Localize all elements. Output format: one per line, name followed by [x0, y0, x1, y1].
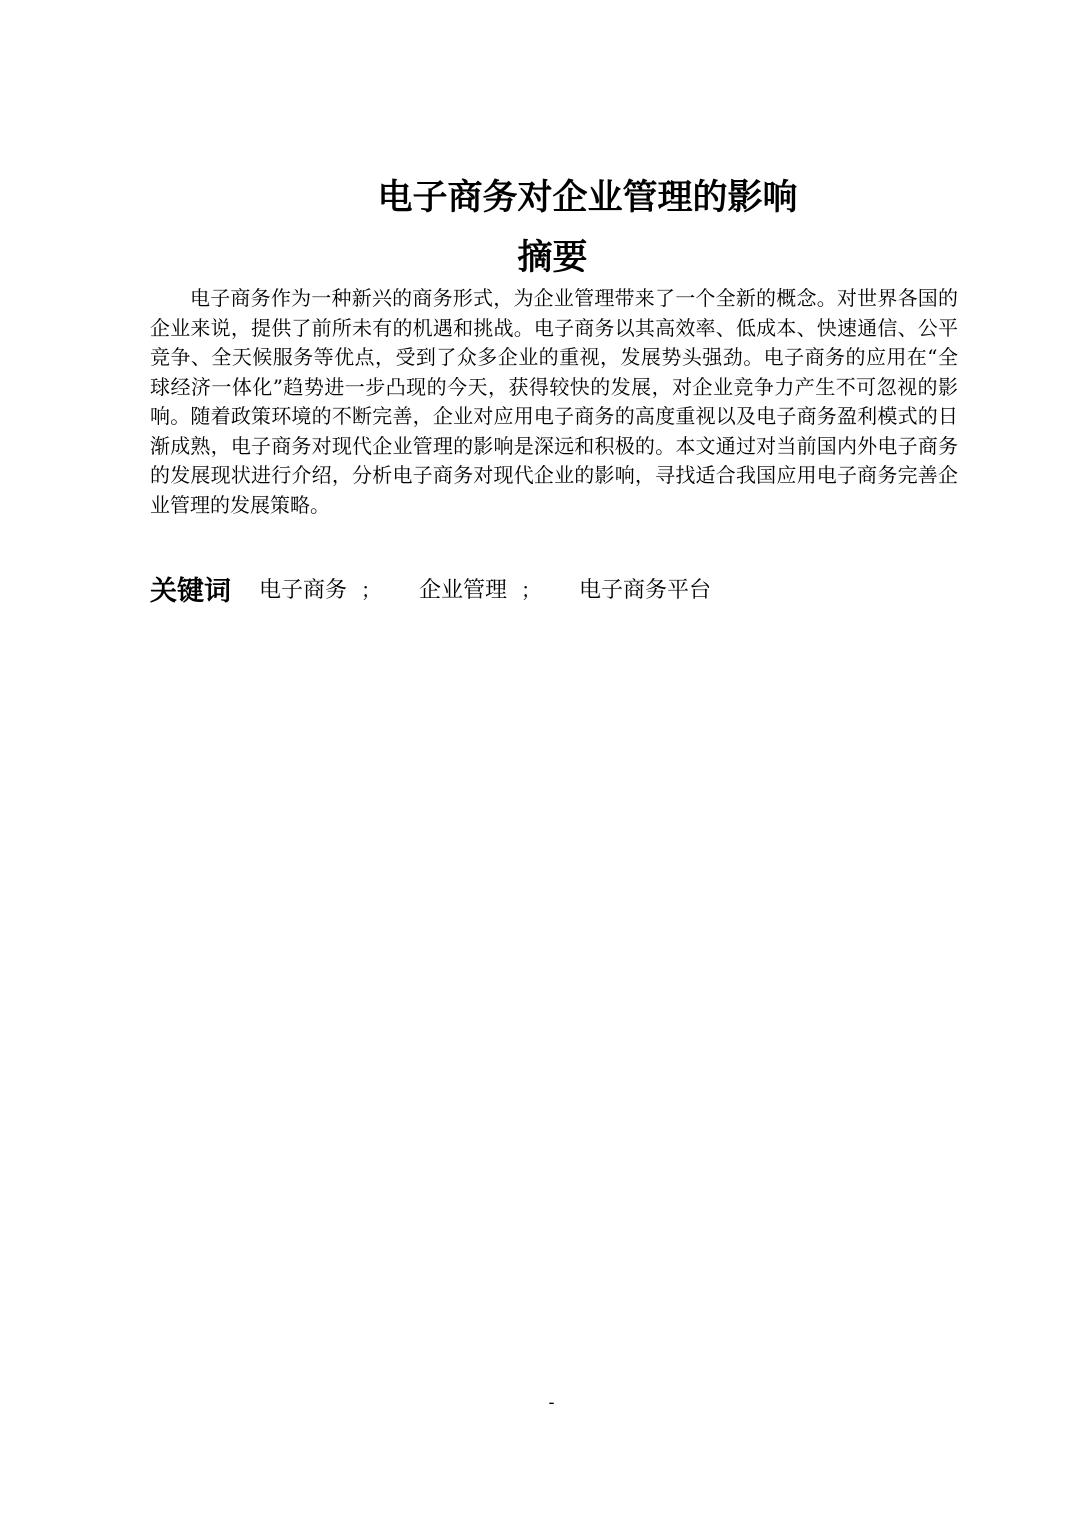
keyword-item: 电子商务平台	[579, 577, 712, 603]
keyword-separator: ；	[361, 577, 382, 602]
keywords-line	[150, 568, 711, 608]
abstract-heading: 摘要	[517, 238, 588, 278]
keyword-item: 企业管理	[419, 577, 508, 603]
keyword-item: 电子商务	[259, 577, 348, 603]
abstract-body: 电子商务作为一种新兴的商务形式，为企业管理带来了一个全新的概念。对世界各国的企业来说，提供了前所未有的机遇和挑战。电子商务以其高效率、低成本、快速通信、公平竞争、全天候服务等优点，受到了众多企业的重视，发展势头强劲。电子商务的应用在“全球经济一体化”趋势进一步凸现的今天，获得较快的发展，对企业竞争力产生不可忽视的影响。随着政策环境的不断完善，企业对应用电子商务的高度重视以及电子商务盈利模式的日渐成熟，电子商务对现代企业管理的影响是深远和积极的。本文通过对当前国内外电子商务的发展现状进行介绍，分析电子商务对现代企业的影响，寻找适合我国应用电子商务完善企业管理的发展策略。	[150, 286, 958, 517]
document-title: 电子商务对企业管理的影响	[377, 178, 798, 218]
keyword-separator: ；	[521, 577, 542, 602]
keywords-label: 关键词	[150, 575, 231, 607]
page-number: -	[548, 1392, 555, 1413]
